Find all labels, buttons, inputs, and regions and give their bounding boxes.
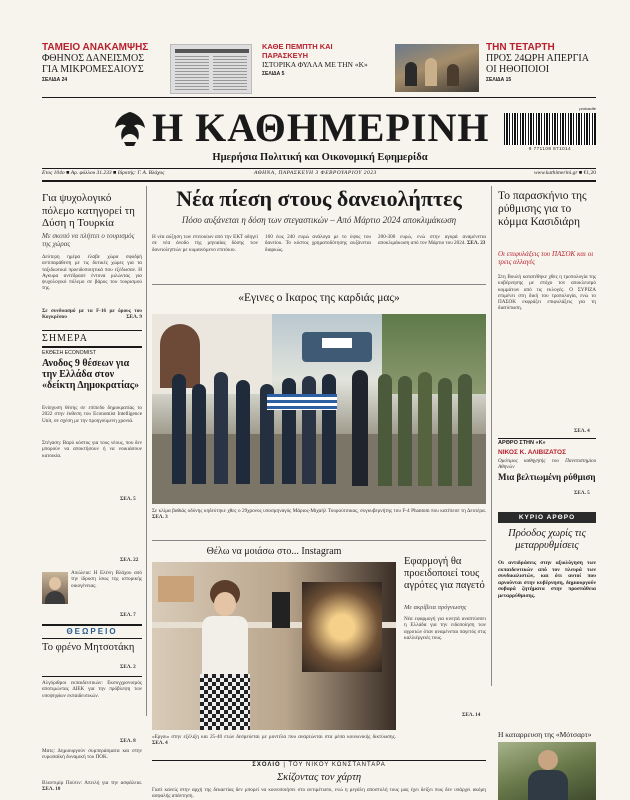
farmers-page: ΣΕΛ. 14	[462, 712, 481, 718]
left-lead-page: ΣΕΛ. 9	[126, 314, 142, 321]
article-label: ΑΡΘΡΟ ΣΤΗΝ «Κ»	[498, 440, 546, 446]
teaser-3-subtitle: ΠΡΟΣ 24ΩΡΗ ΑΠΕΡΓΙΑ ΟΙ ΗΘΟΠΟΙΟΙ	[486, 53, 589, 75]
main-subtitle: Πόσο αυξάνεται η δόση των στεγαστικών – Από Μάρτιο 2024 αποκλιμάκωση	[181, 215, 457, 225]
main-body-col-1: Η νέα αύξηση των επιτοκίων από την ΕΚΤ οδηγεί σε νέα άνοδο της μηνιαίας δόσης των δανειοληπτών με κυμαινόμενο επιτόκιο.	[152, 234, 258, 253]
article-author: ΝΙΚΟΣ Κ. ΑΛΙΒΙΖΑΤΟΣ	[498, 449, 566, 456]
editorial-title[interactable]: Πρόοδος χωρίς τις μεταρρυθμίσεις	[508, 528, 586, 551]
teaser-3[interactable]	[486, 42, 596, 94]
right-lead-title[interactable]: Το παρασκήνιο της ρύθμισης για το κόμμα Κασιδιάρη	[498, 190, 587, 228]
left-divider-3	[42, 676, 142, 677]
farmers-body: Νέα εφαρμογή για κινητά αναπτύσσει η Ελλάδα για την ειδοποίηση των αγροτών όταν αναμένεται παγετός στις καλλιέργειές τους.	[404, 616, 486, 641]
masthead-logo	[112, 108, 148, 148]
teaser-2-page: ΣΕΛΙΔΑ 5	[262, 71, 285, 77]
right-lead-subtitle: Οι επιφυλάξεις του ΠΑΣΟΚ και οι τρεις αλλαγές	[498, 250, 594, 266]
instagram-title[interactable]: Θέλω να μοιάσω στο... Instagram	[206, 546, 342, 557]
teaser-3-photo	[395, 44, 479, 92]
dateline-right: www.kathimerini.gr ■ €1,20	[533, 170, 596, 176]
article-author-role: Ομότιμος καθηγητής του Πανεπιστημίου Αθηνών	[498, 458, 596, 471]
barcode-number: 9 771108 871014	[528, 146, 572, 151]
left-lead-title[interactable]: Για ψυχολογικό πόλεμο κατηγορεί τη Δύση η Τουρκία	[42, 192, 135, 229]
dateline-founder: Ιδρυτής: Γ. Α. Βλάχος	[117, 170, 165, 176]
main-headline[interactable]: Νέα πίεση στους δανειολήπτες	[176, 186, 462, 211]
main-body-col-3-text: 200-300 ευρώ, ενώ στην αγορά αναμένεται αποκλιμάκωση από τον Μάρτιο του 2024.	[378, 234, 486, 247]
left-column-separator	[146, 186, 147, 716]
teaser-2-thumbnail	[170, 44, 252, 94]
barcode-image	[504, 113, 596, 145]
article-page: ΣΕΛ. 5	[574, 490, 590, 496]
report-page: ΣΕΛ. 5	[120, 496, 136, 502]
teaser-1-page: ΣΕΛΙΔΑ 24	[42, 77, 68, 83]
left-lead-more	[42, 308, 142, 321]
eagle-icon	[112, 108, 148, 148]
bottom-photo-title[interactable]: Η καταρρευση της «Μότσαρτ»	[498, 730, 592, 739]
masthead-rule-top	[42, 168, 596, 169]
left-lead-subtitle: Με σκοπό να πλήττει ο τουρισμός της χώρας	[42, 232, 135, 248]
barcode-area	[504, 106, 596, 156]
bullet-teachers-page: ΣΕΛ. 8	[120, 738, 136, 744]
masthead-title[interactable]: Η ΚΑΘΗΜΕΡΙΝΗ	[152, 105, 490, 150]
teaser-2-subtitle: ΙΣΤΟΡΙΚΑ ΦΥΛΛΑ ΜΕ ΤΗΝ «Κ»	[262, 60, 368, 69]
barcode-label: protosdfe	[579, 106, 596, 111]
comment-body: Γιατί κανείς στην αρχή της δεκαετίας δεν μπορεί να κοινοποιήσει στο αντιμέτωπο, ενώ η μεγάλη αποστολή τους μας έχει δείξει πως δεν υπάρχει ακόμη ασφαλής απάντηση.	[152, 787, 486, 800]
teaser-1-subtitle: ΦΘΗΝΟΣ ΔΑΝΕΙΣΜΟΣ ΓΙΑ ΜΙΚΡΟΜΕΣΑΙΟΥΣ	[42, 53, 145, 75]
right-divider-1	[498, 438, 596, 439]
price: €1,20	[583, 170, 596, 176]
bullet-match: Ματς: Δημιουργούν συμπεράσματα και στην ευρωπαϊκή δυναμική του ΠΟΚ.	[42, 748, 142, 761]
teaser-1-title: ΤΑΜΕΙΟ ΑΝΑΚΑΜΨΗΣ	[42, 42, 149, 53]
right-column-separator	[491, 186, 492, 686]
farmers-subtitle: Με ακρίβεια πρόγνωσης	[404, 604, 467, 611]
theory-header: ΘΕΩΡΕΙΟ	[66, 627, 118, 636]
comment-author: ΤΟΥ ΝΙΚΟΥ ΚΩΝΣΤΑΝΤΑΡΑ	[288, 762, 386, 768]
dateline: Ετος 104ο ■ Αρ. φύλλου 31.233 ■ Ιδρυτής: Γ. Α. Βλάχος ΑΘΗΝΑ, ΠΑΡΑΣΚΕΥΗ 3 ΦΕΒΡΟΥΑΡΙΟΥ 2023 www.kathimerini.gr ■ €1,20	[42, 170, 596, 176]
bottom-rule	[152, 760, 486, 761]
right-lead-body: Στη Βουλή κατατέθηκε χθες η τροπολογία της κυβέρνησης με στόχο τον αποκλεισμό κομμάτων από τις εκλογές. Ο ΣΥΡΙΖΑ επιμένει στη δική του τροπολογία, ενώ το ΠΑΣΟΚ εκφράζει επιφυλάξεις για τη διατύπωση.	[498, 274, 596, 312]
editorial-header: ΚΥΡΙΟ ΑΡΘΡΟ	[498, 512, 596, 523]
top-divider	[42, 97, 596, 98]
editorial-body: Οι αντιδράσεις στην αξιολόγηση των εκπαιδευτικών από τον πλευρά των συνδικαλιστών, και ότι αυτοί που αρνούνται στην κυβέρνηση, δημιουργούν σοβαρά ζητήματα στην προσπάθεια μεταρρύθμισης.	[498, 560, 596, 599]
instagram-photo[interactable]	[152, 562, 396, 730]
bullet-loss: Απώλεια: Η Ελένη Βλάχου από την ίδρυση ίσως της ιστορικής οικογένειας.	[71, 570, 142, 589]
report-body: Ενίσχυση θέσης σε επίπεδο δημοκρατίας το 2022 στην έκθεση του Economist Intelligence Unit, σε σχέση με την προηγούμενη χρονιά.	[42, 405, 142, 424]
left-lead-more-text: Σε συνδυασμό με τα F-16 με όρους του Κογκρέσου	[42, 308, 142, 321]
main-body-col-2: 160 έως 240 ευρώ ανάλογα με το ύψος του δανείου. Το κόστος χρηματοδότησης αυξάνεται διαρκώς.	[265, 234, 371, 253]
dateline-issue: Αρ. φύλλου 31.233	[70, 170, 112, 176]
bullet-teachers: Αλγόριθμοι εκπαιδευτικών: Εκσυγχρονισμός αποτιμώντας ΔΙΕΚ για την πρόβλεψη των υποψηφίων εκπαιδευτικών.	[42, 680, 142, 699]
bullet-loss-page: ΣΕΛ. 7	[120, 612, 136, 618]
funeral-caption-page: ΣΕΛ. 3	[152, 514, 168, 521]
quote-rule-top	[152, 284, 486, 285]
report-label: ΕΚΘΕΣΗ ECONOMIST	[42, 350, 97, 356]
right-lead-page: ΣΕΛ. 4	[574, 428, 590, 434]
theory-rule-top	[42, 624, 142, 626]
comment-label: ΣΧΟΛΙΟ	[252, 762, 281, 768]
teaser-2[interactable]	[262, 42, 380, 94]
main-body-col-3	[378, 234, 486, 274]
today-header: ΣΗΜΕΡΑ	[42, 333, 88, 344]
bullet-housing-text: Στέγαση: Βαρύ κόστος για τους νέους, που δεν μπορούν να αποκτήσουν ή να νοικιάσουν κατοικία.	[42, 440, 142, 459]
comment-title[interactable]: Σκίζοντας τον χάρτη	[276, 772, 362, 783]
instagram-caption	[152, 734, 396, 758]
bullet-housing-page: ΣΕΛ. 22	[120, 557, 139, 563]
comment-label-row: ΣΧΟΛΙΟ | ΤΟΥ ΝΙΚΟΥ ΚΩΝΣΤΑΝΤΑΡΑ	[252, 762, 386, 768]
left-lead-body: Δεύτερη ημέρα έλαβε χώρα σφοδρή αντιπαράθεση με τις δυτικές χώρες για τα ταξιδιωτικά προειδοποιητικά που εξέδωσαν. Η Αγκυρα αντέδρασε έντονα μιλώντας για ψυχολογικό πόλεμο σε βάρος του τουρισμού της.	[42, 254, 142, 292]
funeral-caption-text: Σε κλίμα βαθιάς οδύνης κηδεύτηκε χθες ο 29χρονος υποσμηναγός Μάριος-Μιχαήλ Τουρούτσικας, συγκυβερνήτης του F-4 Phantom που κατέπεσε τη Δευτέρα.	[152, 508, 486, 514]
dateline-date: ΑΘΗΝΑ, ΠΑΡΑΣΚΕΥΗ 3 ΦΕΒΡΟΥΑΡΙΟΥ 2023	[254, 170, 377, 176]
bullet-putin-text: Βλαντιμίρ Πούτιν: Απειλή για την ασφάλεια.	[42, 780, 142, 786]
main-page: ΣΕΛ. 23	[467, 240, 486, 247]
left-divider-2	[42, 346, 142, 348]
website-link[interactable]: www.kathimerini.gr	[533, 170, 578, 176]
bullet-putin-page: ΣΕΛ. 10	[42, 786, 61, 793]
portrait-photo	[42, 572, 68, 604]
left-divider-1	[42, 330, 142, 331]
article-title[interactable]: Μια βελτιωμένη ρύθμιση	[498, 472, 596, 482]
bottom-photo[interactable]	[498, 742, 596, 800]
instagram-caption-text: «Εργοι» στην εξέλιξη και 25-40 ετών δεσμεύεται με μοντέλα που αναρτώνται στα μέσα κοινωνικής δικτύωσης.	[152, 734, 396, 740]
main-divider	[152, 540, 486, 541]
dateline-year: Ετος 104ο	[42, 170, 65, 176]
funeral-caption	[152, 508, 486, 534]
report-title[interactable]: Ανοδος 9 θέσεων για την Ελλάδα στον «δείκτη Δημοκρατίας»	[42, 358, 139, 391]
bullet-housing	[42, 440, 142, 492]
teaser-2-title: ΚΑΘΕ ΠΕΜΠΤΗ ΚΑΙ ΠΑΡΑΣΚΕΥΗ	[262, 42, 333, 60]
bullet-putin	[42, 780, 142, 798]
funeral-photo[interactable]	[152, 314, 486, 504]
teaser-3-title: ΤΗΝ ΤΕΤΑΡΤΗ	[486, 42, 555, 53]
masthead-tagline: Ημερήσια Πολιτική και Οικονομική Εφημερίδα	[212, 152, 428, 163]
masthead-rule-bottom	[42, 180, 596, 182]
theory-page: ΣΕΛ. 2	[120, 664, 136, 670]
theory-rule-bottom	[42, 638, 142, 639]
farmers-title[interactable]: Εφαρμογή θα προειδοποιεί τους αγρότες για παγετό	[404, 556, 485, 591]
teaser-1[interactable]	[42, 42, 162, 94]
instagram-page: ΣΕΛ. 4	[152, 740, 168, 747]
theory-title[interactable]: Το φρένο Μητσοτάκη	[42, 642, 135, 653]
funeral-quote[interactable]: «Εγινες ο Ικαρος της καρδιάς μας»	[238, 292, 400, 304]
teaser-3-page: ΣΕΛΙΔΑ 15	[486, 77, 512, 83]
